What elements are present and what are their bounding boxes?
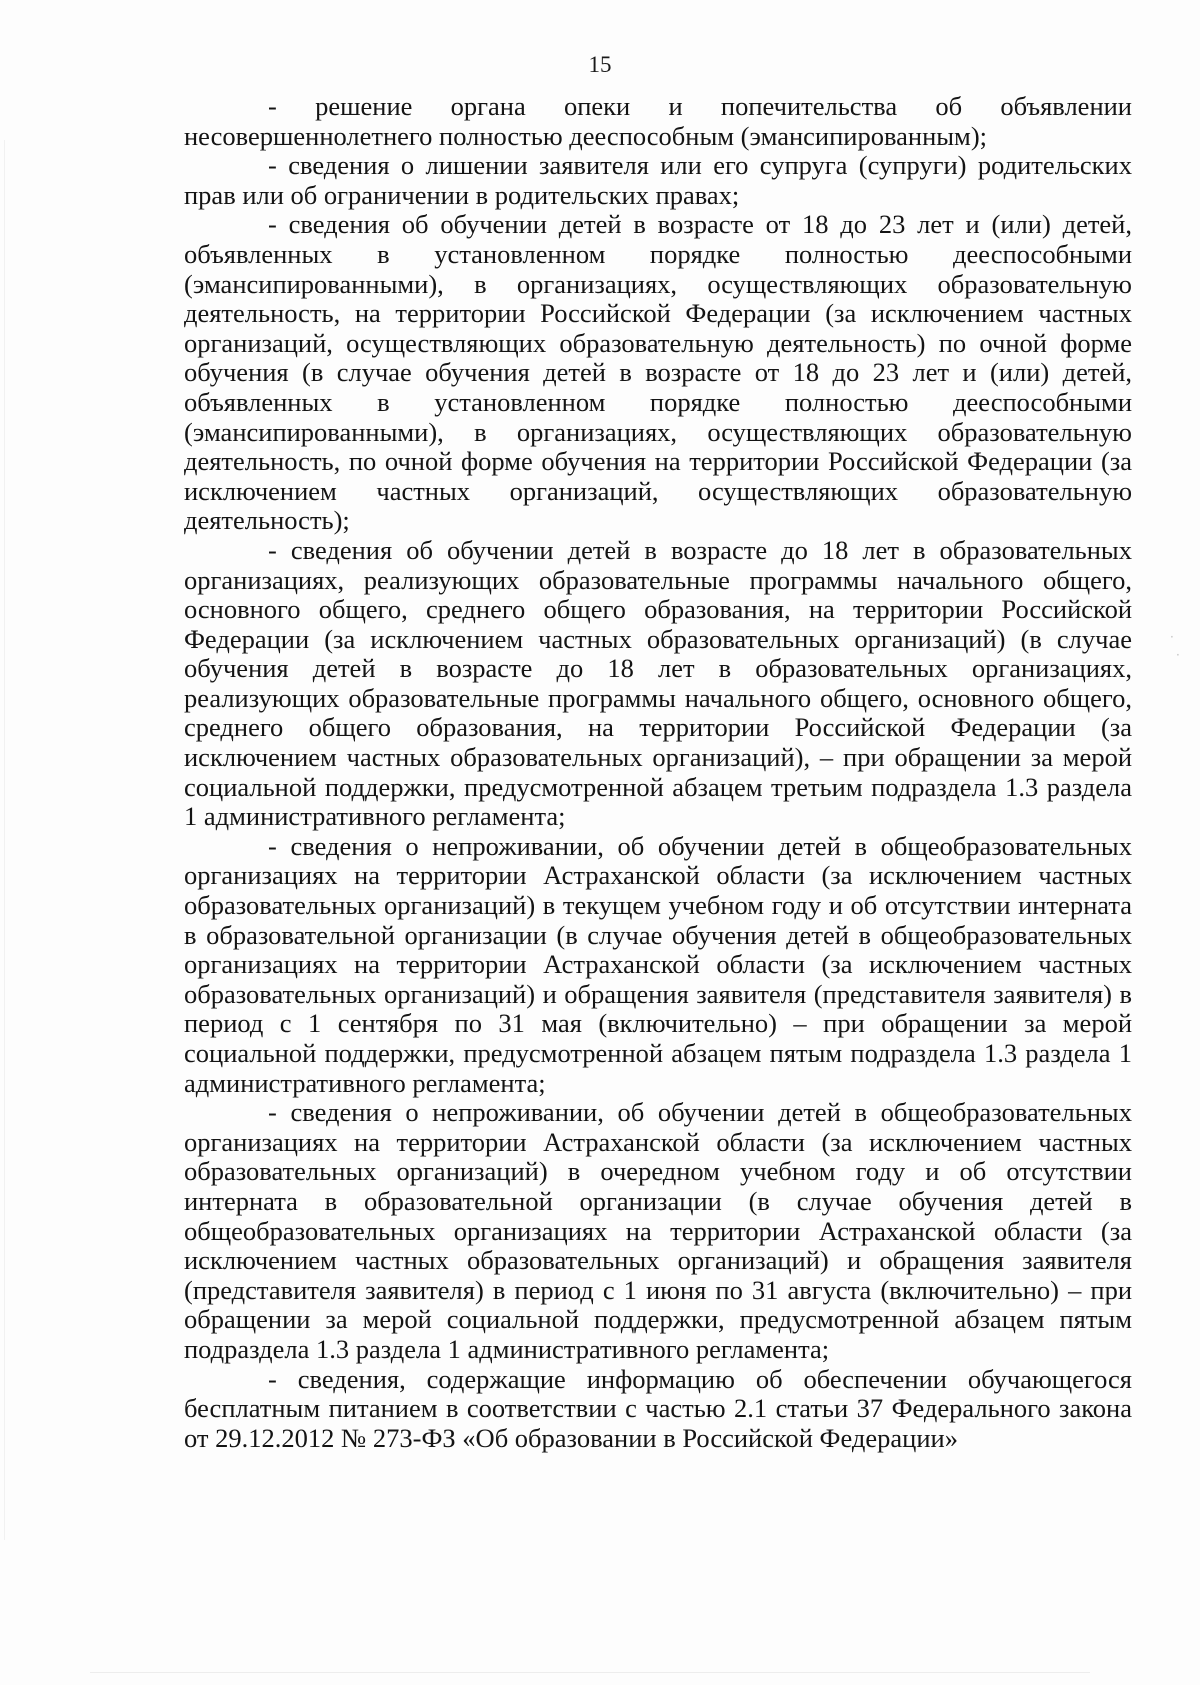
paragraph-free-meals: - сведения, содержащие информацию об обеспечении обучающегося бесплатным питанием в соответствии с частью 2.1 статьи 37 Федерального закона от 29.12.2012 № 273-ФЗ «Об образовании в Российской Федерации»: [184, 1363, 1132, 1453]
paragraph-guardianship-decision: - решение органа опеки и попечительства об объявлении несовершеннолетнего полностью дееспособным (эмансипированным);: [184, 91, 1132, 151]
paragraph-parental-rights: - сведения о лишении заявителя или его супруга (супруги) родительских прав или об ограничении в родительских правах;: [184, 150, 1132, 210]
page-number: 15: [588, 52, 612, 77]
scan-speck: ·: [1170, 630, 1174, 644]
document-body: [184, 92, 1132, 1453]
paragraph-nonresidence-next-year: - сведения о непроживании, об обучении детей в общеобразовательных организациях на территории Астраханской области (за исключением частных образовательных организаций) в очередном учебном году и об отсутствии интерната в образовательной организации (в случае обучения детей в общеобразовательных организациях на территории Астраханской области (за исключением частных образовательных организаций) и обращения заявителя (представителя заявителя) в период с 1 июня по 31 августа (включительно) – при обращении за мерой социальной поддержки, предусмотренной абзацем пятым подраздела 1.3 раздела 1 административного регламента;: [184, 1097, 1132, 1364]
paragraph-education-under-18: - сведения об обучении детей в возрасте до 18 лет в образовательных организациях, реализующих образовательные программы начального общего, основного общего, среднего общего образования, на территории Российской Федерации (за исключением частных образовательных организаций) (в случае обучения детей в возрасте до 18 лет в образовательных организациях, реализующих образовательные программы начального общего, основного общего, среднего общего образования, на территории Российской Федерации (за исключением частных образовательных организаций), – при обращении за мерой социальной поддержки, предусмотренной абзацем третьим подраздела 1.3 раздела 1 административного регламента;: [184, 534, 1132, 832]
scan-edge-bottom: [90, 1672, 1090, 1673]
scan-speck: ·: [1176, 648, 1180, 662]
paragraph-education-18-23: - сведения об обучении детей в возрасте от 18 до 23 лет и (или) детей, объявленных в установленном порядке полностью дееспособными (эмансипированными), в организациях, осуществляющих образовательную деятельность, на территории Российской Федерации (за исключением частных организаций, осуществляющих образовательную деятельность) по очной форме обучения (в случае обучения детей в возрасте от 18 до 23 лет и (или) детей, объявленных в установленном порядке полностью дееспособными (эмансипированными), в организациях, осуществляющих образовательную деятельность, по очной форме обучения на территории Российской Федерации (за исключением частных организаций, осуществляющих образовательную деятельность);: [184, 209, 1132, 536]
scan-edge-left: [4, 140, 5, 1540]
paragraph-nonresidence-current-year: - сведения о непроживании, об обучении детей в общеобразовательных организациях на территории Астраханской области (за исключением частных образовательных организаций) в текущем учебном году и об отсутствии интерната в образовательной организации (в случае обучения детей в общеобразовательных организациях на территории Астраханской области (за исключением частных образовательных организаций) и обращения заявителя (представителя заявителя) в период с 1 сентября по 31 мая (включительно) – при обращении за мерой социальной поддержки, предусмотренной абзацем пятым подраздела 1.3 раздела 1 административного регламента;: [184, 830, 1132, 1098]
